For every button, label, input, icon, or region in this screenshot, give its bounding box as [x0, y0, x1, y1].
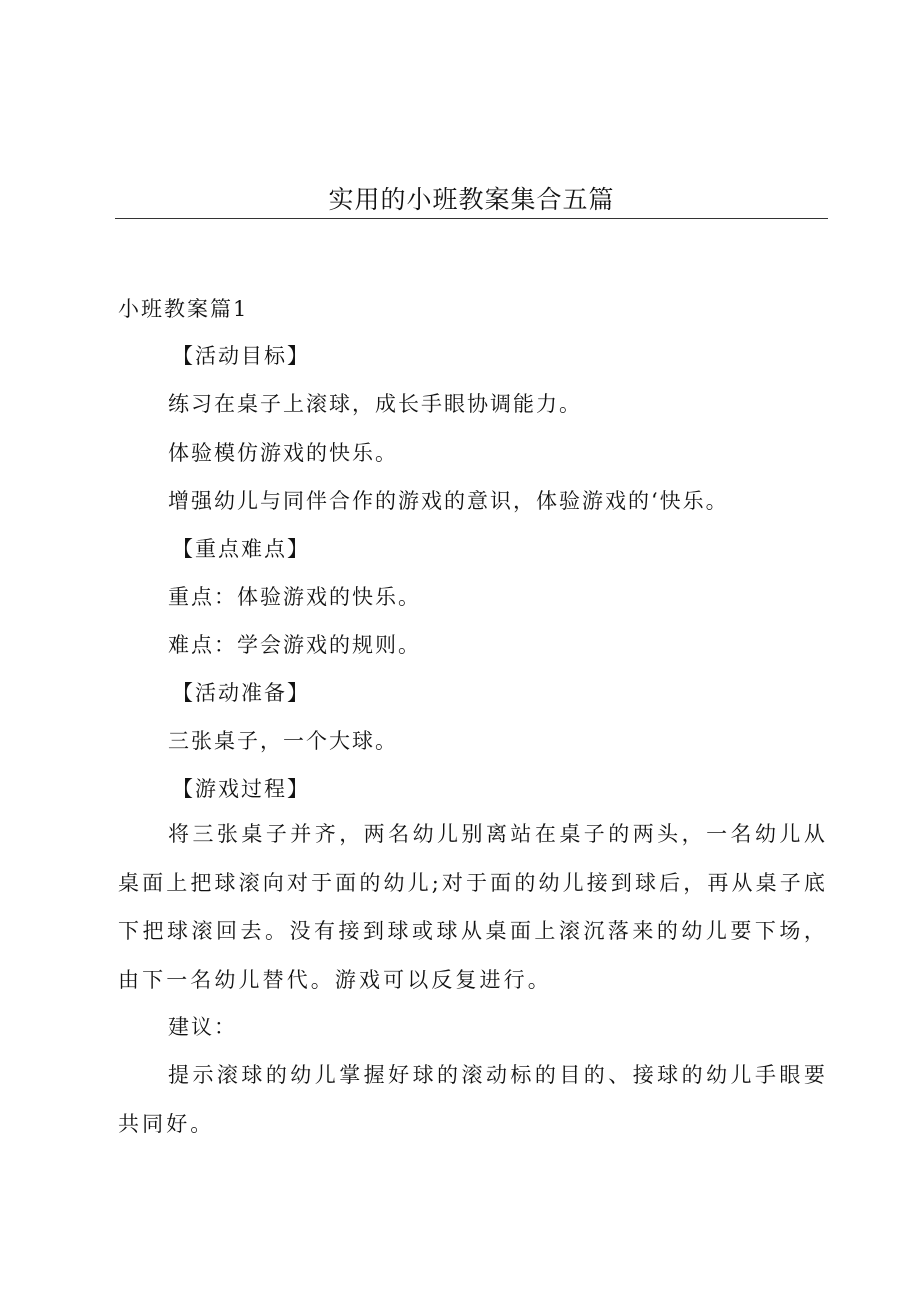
preparation-heading: 【活动准备】 [172, 681, 310, 705]
key-point: 重点：体验游戏的快乐。 [168, 585, 421, 609]
preparation-text: 三张桌子，一个大球。 [168, 729, 398, 753]
goal-item-2: 体验模仿游戏的快乐。 [168, 441, 398, 465]
goal-item-1: 练习在桌子上滚球，成长手眼协调能力。 [168, 392, 582, 416]
advice-label: 建议： [168, 1015, 237, 1039]
goals-heading: 【活动目标】 [172, 344, 310, 368]
advice-paragraph: 提示滚球的幼儿掌握好球的滚动标的目的、接球的幼儿手眼要共同好。 [118, 1063, 828, 1136]
difficulty: 难点：学会游戏的规则。 [168, 633, 421, 657]
section-heading: 小班教案篇1 [118, 297, 249, 321]
document-title: 实用的小班教案集合五篇 [328, 185, 615, 214]
process-paragraph: 将三张桌子并齐，两名幼儿别离站在桌子的两头，一名幼儿从桌面上把球滚向对于面的幼儿;对于面的幼儿接到球后，再从桌子底下把球滚回去。没有接到球或球从桌面上滚沉落来的幼儿要下场，由下一名幼儿替代。游戏可以反复进行。 [118, 822, 828, 992]
goal-item-3: 增强幼儿与同伴合作的游戏的意识，体验游戏的‘快乐。 [168, 489, 729, 513]
title-underline [115, 218, 828, 219]
process-heading: 【游戏过程】 [172, 777, 310, 801]
key-points-heading: 【重点难点】 [172, 537, 310, 561]
